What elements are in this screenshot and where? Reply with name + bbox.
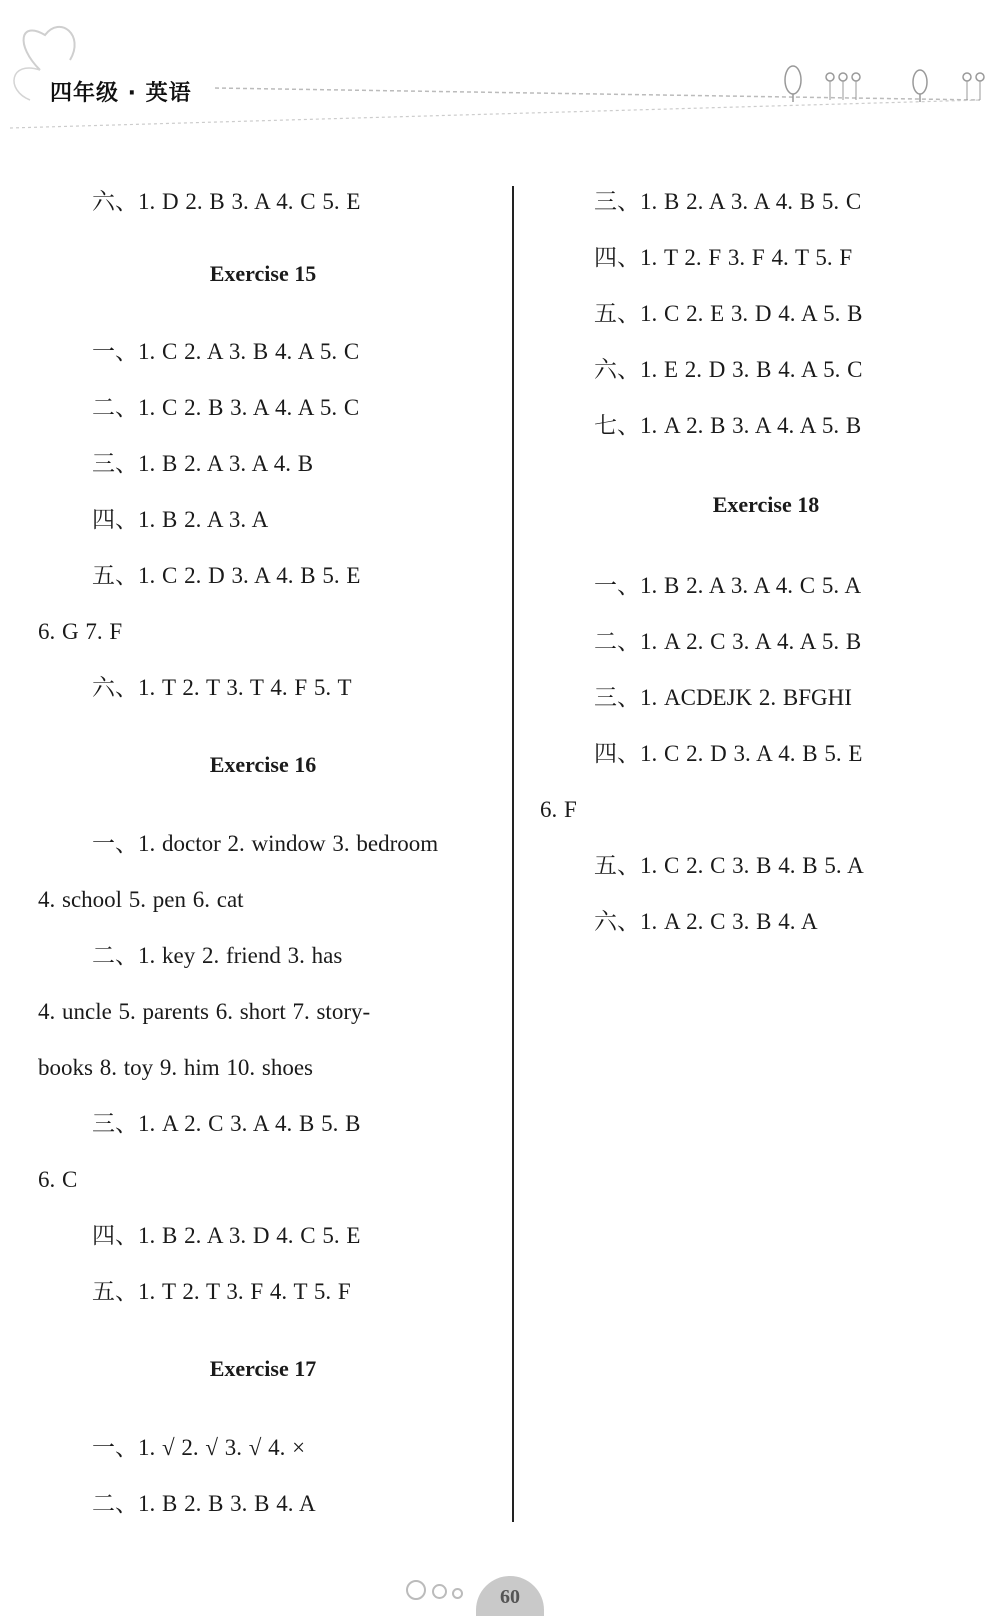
answer-line: 五、1. T 2. T 3. F 4. T 5. F xyxy=(92,1279,351,1304)
answer-line: 二、1. B 2. B 3. B 4. A xyxy=(92,1491,316,1516)
answer-line: 五、1. C 2. C 3. B 4. B 5. A xyxy=(594,853,864,878)
answer-line: 六、1. T 2. T 3. T 4. F 5. T xyxy=(92,675,352,700)
header-title: 四年级 · 英语 xyxy=(50,81,192,106)
page-header xyxy=(0,0,1000,140)
footer-dot-decoration xyxy=(432,1584,447,1599)
answer-line: 二、1. C 2. B 3. A 4. A 5. C xyxy=(92,395,360,420)
answer-line: 四、1. T 2. F 3. F 4. T 5. F xyxy=(594,245,853,270)
answer-line: 6. G 7. F xyxy=(38,619,123,644)
exercise-heading: Exercise 16 xyxy=(209,752,317,777)
answer-line: 五、1. C 2. D 3. A 4. B 5. E xyxy=(92,563,361,588)
answer-line: 三、1. B 2. A 3. A 4. B xyxy=(92,451,314,476)
answer-line: 二、1. A 2. C 3. A 4. A 5. B xyxy=(594,629,862,654)
column-divider xyxy=(512,186,514,1522)
answer-line: 五、1. C 2. E 3. D 4. A 5. B xyxy=(594,301,863,326)
answer-line: books 8. toy 9. him 10. shoes xyxy=(38,1055,313,1080)
answer-line: 三、1. A 2. C 3. A 4. B 5. B xyxy=(92,1111,361,1136)
answer-line: 六、1. D 2. B 3. A 4. C 5. E xyxy=(92,189,361,214)
answer-line: 4. school 5. pen 6. cat xyxy=(38,887,244,912)
answer-line: 四、1. C 2. D 3. A 4. B 5. E xyxy=(594,741,863,766)
footer-dot-decoration xyxy=(452,1588,463,1599)
answer-line: 三、1. B 2. A 3. A 4. B 5. C xyxy=(594,189,862,214)
exercise-heading: Exercise 17 xyxy=(209,1356,317,1381)
answer-line: 四、1. B 2. A 3. D 4. C 5. E xyxy=(92,1223,361,1248)
footer-dot-decoration xyxy=(406,1580,426,1600)
answer-line: 一、1. C 2. A 3. B 4. A 5. C xyxy=(92,339,360,364)
answer-line: 二、1. key 2. friend 3. has xyxy=(92,943,343,968)
answer-line: 四、1. B 2. A 3. A xyxy=(92,507,269,532)
answer-line: 一、1. B 2. A 3. A 4. C 5. A xyxy=(594,573,862,598)
answer-line: 一、1. doctor 2. window 3. bedroom xyxy=(92,831,439,856)
answer-line: 6. F xyxy=(540,797,577,822)
answer-line: 六、1. E 2. D 3. B 4. A 5. C xyxy=(594,357,863,382)
answer-line: 4. uncle 5. parents 6. short 7. story- xyxy=(38,999,371,1024)
answer-line: 七、1. A 2. B 3. A 4. A 5. B xyxy=(594,413,862,438)
page-number: 60 xyxy=(500,1586,520,1608)
answer-line: 6. C xyxy=(38,1167,78,1192)
header-decoration xyxy=(0,0,1000,140)
answer-line: 一、1. √ 2. √ 3. √ 4. × xyxy=(92,1435,306,1460)
exercise-heading: Exercise 18 xyxy=(712,492,820,517)
answer-line: 六、1. A 2. C 3. B 4. A xyxy=(594,909,818,934)
exercise-heading: Exercise 15 xyxy=(209,261,317,286)
answer-line: 三、1. ACDEJK 2. BFGHI xyxy=(594,685,852,710)
